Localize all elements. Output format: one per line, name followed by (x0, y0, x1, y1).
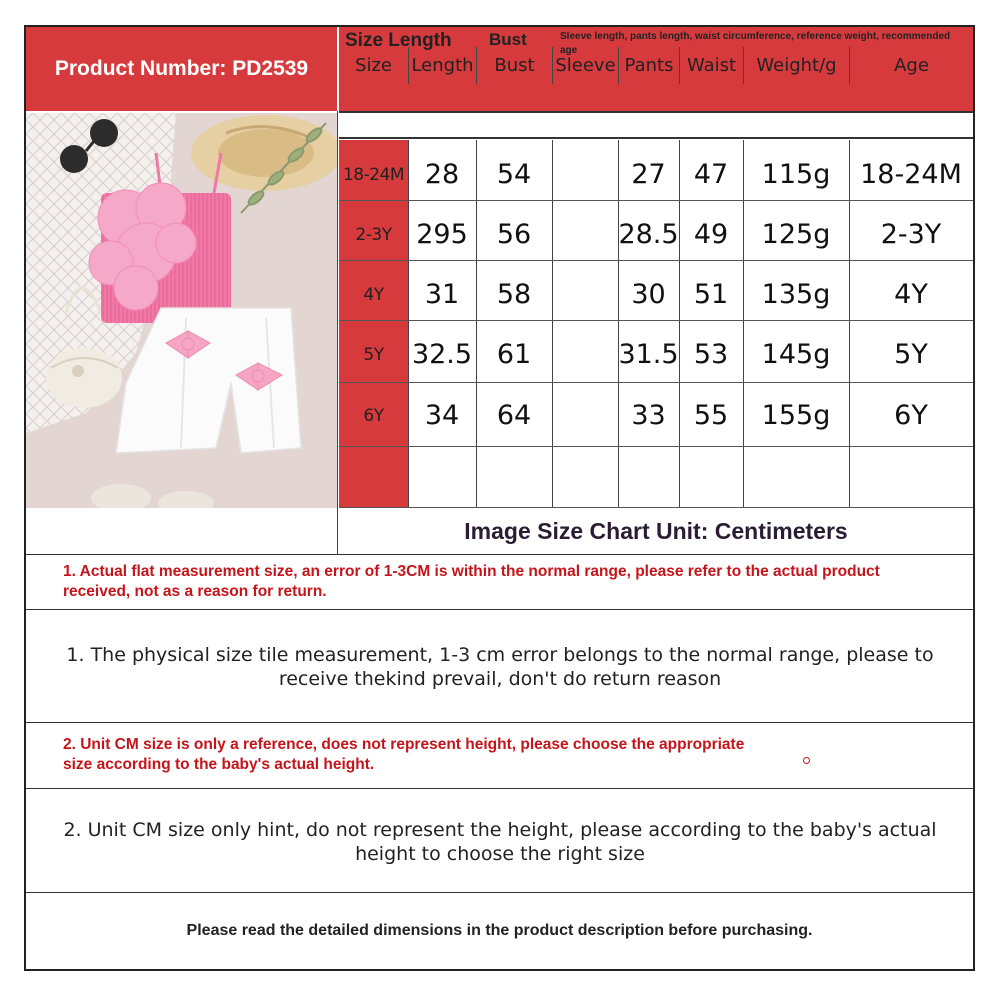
cell-waist: 49 (693, 218, 729, 250)
cell-age: 2-3Y (880, 218, 942, 250)
table-row-size: 4Y (363, 285, 384, 305)
cell-pants: 28.5 (618, 218, 679, 250)
cell-age: 4Y (894, 278, 928, 310)
cell-waist: 51 (693, 278, 729, 310)
table-row-size: 18-24M (342, 165, 405, 185)
cell-length: 28 (424, 158, 460, 190)
section-divider (26, 609, 973, 610)
note-1-red: 1. Actual flat measurement size, an error of 1-3CM is within the normal range, please refer to the actual product received, not as a reason for return. (63, 563, 880, 600)
header-rule (339, 111, 973, 113)
header-rule-2 (339, 137, 973, 139)
section-divider (26, 722, 973, 723)
col-weight: Weight/g (743, 47, 849, 84)
note-1-text: 1. The physical size tile measurement, 1-3 cm error belongs to the normal range, please to receive thekind prevail, don't do return reason (66, 644, 934, 690)
cell-bust: 61 (496, 338, 532, 370)
col-waist: Waist (679, 47, 743, 84)
cell-pants: 27 (631, 158, 666, 190)
outfit-illustration (26, 113, 337, 508)
cell-pants: 33 (631, 399, 666, 431)
section-divider (26, 788, 973, 789)
grid-line (337, 111, 338, 555)
cell-pants: 30 (631, 278, 666, 310)
note-2-red: 2. Unit CM size is only a reference, does not represent height, please choose the appropriate size according to the baby's actual height. (63, 736, 745, 773)
cell-weight: 115g (761, 158, 831, 190)
cell-weight: 135g (761, 278, 831, 310)
table-row-size: 2-3Y (355, 225, 392, 245)
cell-age: 6Y (894, 399, 928, 431)
col-sleeve: Sleeve (552, 47, 618, 84)
col-pants: Pants (618, 47, 679, 84)
unit-title: Image Size Chart Unit: Centimeters (464, 517, 848, 544)
cell-age: 5Y (894, 338, 928, 370)
note-2-text: 2. Unit CM size only hint, do not represent the height, please according to the baby's actual height to choose the right size (63, 819, 937, 865)
table-row-size: 6Y (363, 406, 384, 426)
product-photo (26, 113, 337, 508)
product-number: Product Number: PD2539 (26, 27, 337, 111)
cell-length: 32.5 (411, 338, 473, 370)
cell-bust: 64 (496, 399, 532, 431)
header-note: Sleeve length, pants length, waist circumference, reference weight, recommended age (560, 31, 951, 56)
cell-length: 34 (424, 399, 460, 431)
cell-waist: 47 (693, 158, 729, 190)
cell-weight: 125g (761, 218, 831, 250)
grid-line (552, 140, 553, 507)
cell-length: 31 (424, 278, 460, 310)
col-bust: Bust (476, 47, 552, 84)
header-size-length: Size Length (345, 30, 452, 51)
footer-notice: Please read the detailed dimensions in the product description before purchasing. (186, 922, 813, 939)
cell-age: 18-24M (860, 158, 962, 190)
cell-bust: 54 (496, 158, 532, 190)
table-row-size: 5Y (363, 345, 384, 365)
cell-weight: 145g (761, 338, 831, 370)
row-line (339, 446, 973, 447)
section-divider (26, 554, 973, 555)
col-age: Age (849, 47, 973, 84)
cell-waist: 53 (693, 338, 729, 370)
cell-pants: 31.5 (618, 338, 679, 370)
cell-bust: 58 (496, 278, 532, 310)
col-length: Length (408, 47, 476, 84)
cell-waist: 55 (693, 399, 729, 431)
cell-length: 295 (416, 218, 468, 250)
col-size: Size (355, 55, 392, 76)
header-bust: Bust (489, 30, 527, 49)
circle-mark (803, 757, 810, 764)
cell-bust: 56 (496, 218, 532, 250)
cell-weight: 155g (761, 399, 831, 431)
